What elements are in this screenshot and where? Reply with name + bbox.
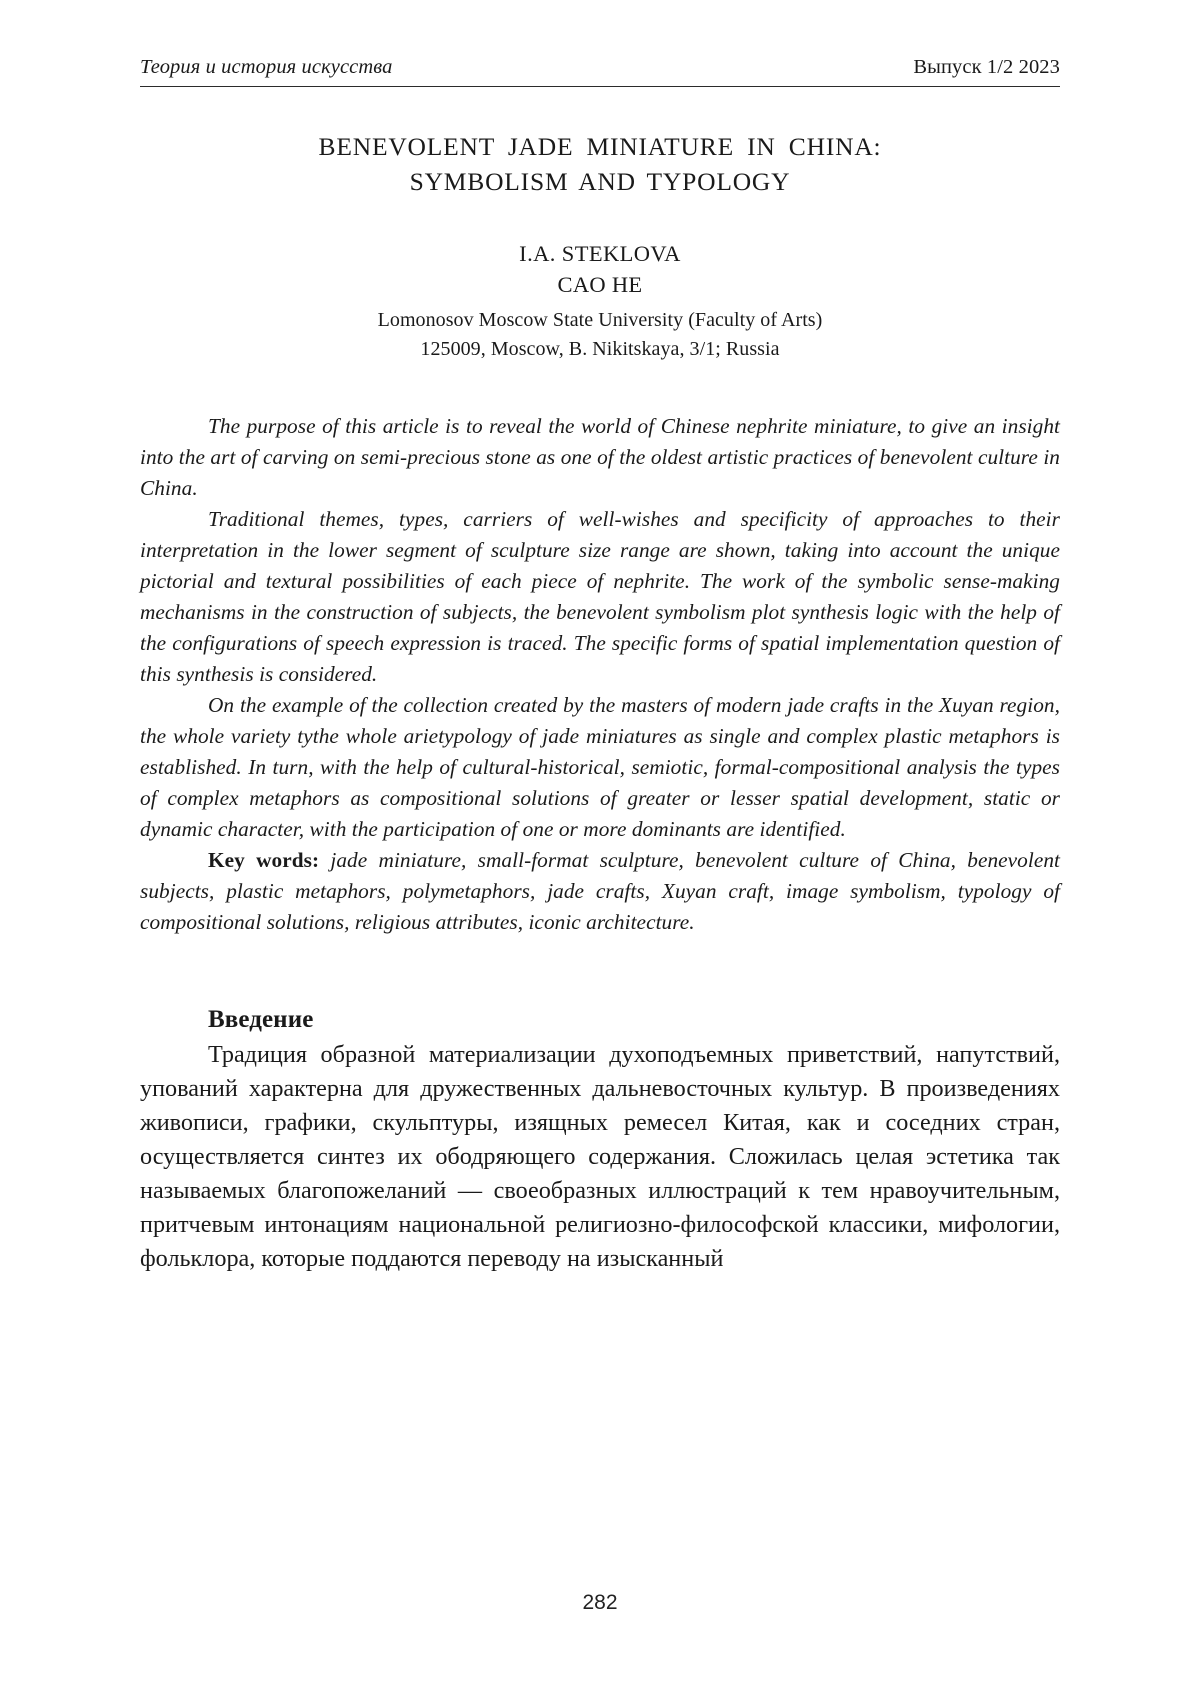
keywords-label: Key words: [208,847,320,872]
author-primary: I.A. STEKLOVA [519,241,681,267]
body-paragraph: Традиция образной материализации духоподъемных приветствий, напутствий, упований характерна для дружественных дальневосточных культур. В произведениях живописи, графики, скульптуры, изящных ремесел Китая, как и соседних стран, осуществляется синтез их ободряющего содержания. Сложилась целая эстетика так называемых благопожеланий — своеобразных иллюстраций к тем нравоучительным, притчевым интонациям национальной религиозно-философской классики, мифологии, фольклора, которые поддаются переводу на изысканный [140,1040,1060,1272]
keywords-list: jade miniature, small-format sculpture, benevolent culture of China, benevolent subjects, plastic metaphors, polymetaphors, jade crafts, Xuyan craft, image symbolism, typology of compositional solutions, religious attributes, iconic architecture. [140,847,1060,934]
running-head-journal-section: Теория и история искусства [140,56,393,78]
affiliation-institution: Lomonosov Moscow State University (Faculty of Arts) [377,309,823,332]
title-line-1: BENEVOLENT JADE MINIATURE IN CHINA: [318,132,882,161]
running-head [140,56,1060,87]
page-number: 282 [582,1591,618,1614]
keywords [140,845,1060,938]
affiliation-address: 125009, Moscow, B. Nikitskaya, 3/1; Russia [420,337,780,360]
section-heading-introduction: Введение [208,1005,314,1033]
body-text [140,1038,1060,1276]
abstract-paragraph: The purpose of this article is to reveal the world of Chinese nephrite miniature, to give an insight into the art of carving on semi-precious stone as one of the oldest artistic practices of benevolent culture in China. [140,413,1060,500]
page-title [140,129,1060,199]
title-line-2: SYMBOLISM AND TYPOLOGY [409,167,791,197]
abstract-paragraph: On the example of the collection created by the masters of modern jade crafts in the Xuyan region, the whole variety tythe whole arietypology of jade miniatures as single and complex plastic metaphors is established. In turn, with the help of cultural-historical, semiotic, formal-compositional analysis the types of complex metaphors as compositional solutions of greater or lesser spatial development, static or dynamic character, with the participation of one or more dominants are identified. [140,692,1060,841]
running-head-issue: Выпуск 1/2 2023 [913,56,1060,78]
author-list [140,239,1060,300]
author-secondary: CAO HE [557,271,643,297]
abstract-paragraph: Traditional themes, types, carriers of well-wishes and specificity of approaches to their interpretation in the lower segment of sculpture size range are shown, taking into account the unique pictorial and textural possibilities of each piece of nephrite. The work of the symbolic sense-making mechanisms in the construction of subjects, the benevolent symbolism plot synthesis logic with the help of the configurations of speech expression is traced. The specific forms of spatial implementation question of this synthesis is considered. [140,506,1060,686]
affiliation [140,306,1060,363]
abstract [140,411,1060,938]
